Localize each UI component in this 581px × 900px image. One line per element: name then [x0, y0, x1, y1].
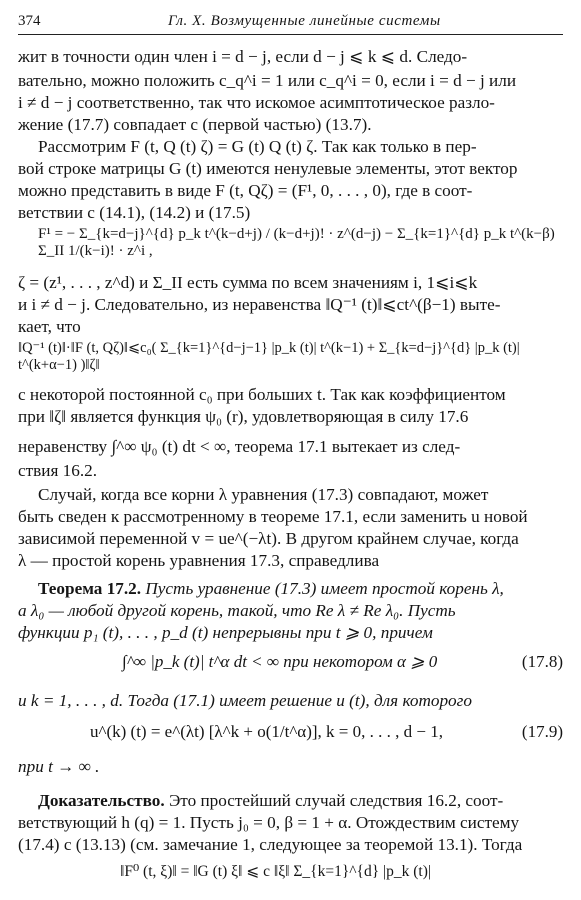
text-line: жит в точности один член i = d − j, если d − j ⩽ k ⩽ d. Следо-	[18, 47, 468, 66]
text-line: при ‖ζ‖ является функция ψ₀ (r), удовлетворяющая в силу 17.6	[18, 407, 469, 426]
page-number: 374	[18, 13, 41, 29]
equation-number: (17.8)	[521, 652, 563, 671]
equation-number: (17.9)	[521, 722, 563, 741]
text-line: Случай, когда все корни λ уравнения (17.3) совпадают, может	[38, 485, 489, 504]
running-header	[18, 12, 563, 35]
text-line: ветствующий h (q) = 1. Пусть j₀ = 0, β = 1 + α. Отождествим систему	[18, 813, 520, 832]
equation-norm-bound: ‖Q⁻¹ (t)‖·‖F (t, Qζ)‖⩽c₀( Σ_{k=1}^{d−j−1} |p_k (t)| t^(k−1) + Σ_{k=d−j}^{d} |p_k (t)| t^(k+α−1) )‖ζ‖	[18, 340, 520, 373]
text-line: (17.4) с (13.13) (см. замечание 1, следующее за теоремой 13.1). Тогда	[18, 835, 523, 854]
text-line: Рассмотрим F (t, Q (t) ζ) = G (t) Q (t) ζ. Так как только в пер-	[38, 137, 477, 156]
equation-17-8: ∫^∞ |p_k (t)| t^α dt < ∞ при некотором α ⩾ 0	[122, 652, 438, 671]
proof-line: Доказательство. Это простейший случай следствия 16.2, соот-	[38, 791, 504, 810]
text-line: с некоторой постоянной c₀ при больших t. Так как коэффициентом	[18, 385, 506, 404]
text-line: кает, что	[18, 317, 81, 336]
theorem-line: и k = 1, . . . , d. Тогда (17.1) имеет решение u (t), для которого	[18, 691, 472, 710]
theorem-line: при t → ∞ .	[18, 757, 100, 776]
equation-final: ‖F⁰ (t, ξ)‖ = ‖G (t) ξ‖ ⩽ c ‖ξ‖ Σ_{k=1}^{d} |p_k (t)|	[120, 863, 431, 880]
equation-f1: F¹ = − Σ_{k=d−j}^{d} p_k t^(k−d+j) / (k−d+j)! · z^(d−j) − Σ_{k=1}^{d} p_k t^(k−β) Σ_II 1/(k−i)! · z^i ,	[38, 226, 555, 259]
text-line: вательно, можно положить c_q^i = 1 или c_q^i = 0, если i = d − j или	[18, 71, 517, 90]
theorem-line: функции p₁ (t), . . . , p_d (t) непрерывны при t ⩾ 0, причем	[18, 623, 433, 642]
running-head-title: Гл. X. Возмущенные линейные системы	[168, 13, 441, 29]
theorem-line: а λ₀ — любой другой корень, такой, что Re λ ≠ Re λ₀. Пусть	[18, 601, 456, 620]
text-line: неравенству ∫^∞ ψ₀ (t) dt < ∞, теорема 17.1 вытекает из след-	[18, 437, 461, 456]
text-line: ствия 16.2.	[18, 461, 98, 480]
text-line: i ≠ d − j соответственно, так что искомое асимптотическое разло-	[18, 93, 495, 112]
text-line: ζ = (z¹, . . . , z^d) и Σ_II есть сумма по всем значениям i, 1⩽i⩽k	[18, 273, 478, 292]
text-line: жение (17.7) совпадает с (первой частью) (13.7).	[18, 115, 372, 134]
theorem-line: Теорема 17.2. Пусть уравнение (17.3) имеет простой корень λ,	[38, 579, 504, 598]
text-line: зависимой переменной v = ue^(−λt). В другом крайнем случае, когда	[18, 529, 519, 548]
text-line: и i ≠ d − j. Следовательно, из неравенства ‖Q⁻¹ (t)‖⩽ct^(β−1) выте-	[18, 295, 501, 314]
text-line: быть сведен к рассмотренному в теореме 17.1, если заменить u новой	[18, 507, 528, 526]
text-line: λ — простой корень уравнения 17.3, справедлива	[18, 551, 380, 570]
text-line: ветствии с (14.1), (14.2) и (17.5)	[18, 203, 251, 222]
text-line: можно представить в виде F (t, Qζ) = (F¹, 0, . . . , 0), где в соот-	[18, 181, 473, 200]
equation-17-9: u^(k) (t) = e^(λt) [λ^k + o(1/t^α)], k = 0, . . . , d − 1,	[90, 722, 443, 741]
text-line: вой строке матрицы G (t) имеются ненулевые элементы, этот вектор	[18, 159, 518, 178]
